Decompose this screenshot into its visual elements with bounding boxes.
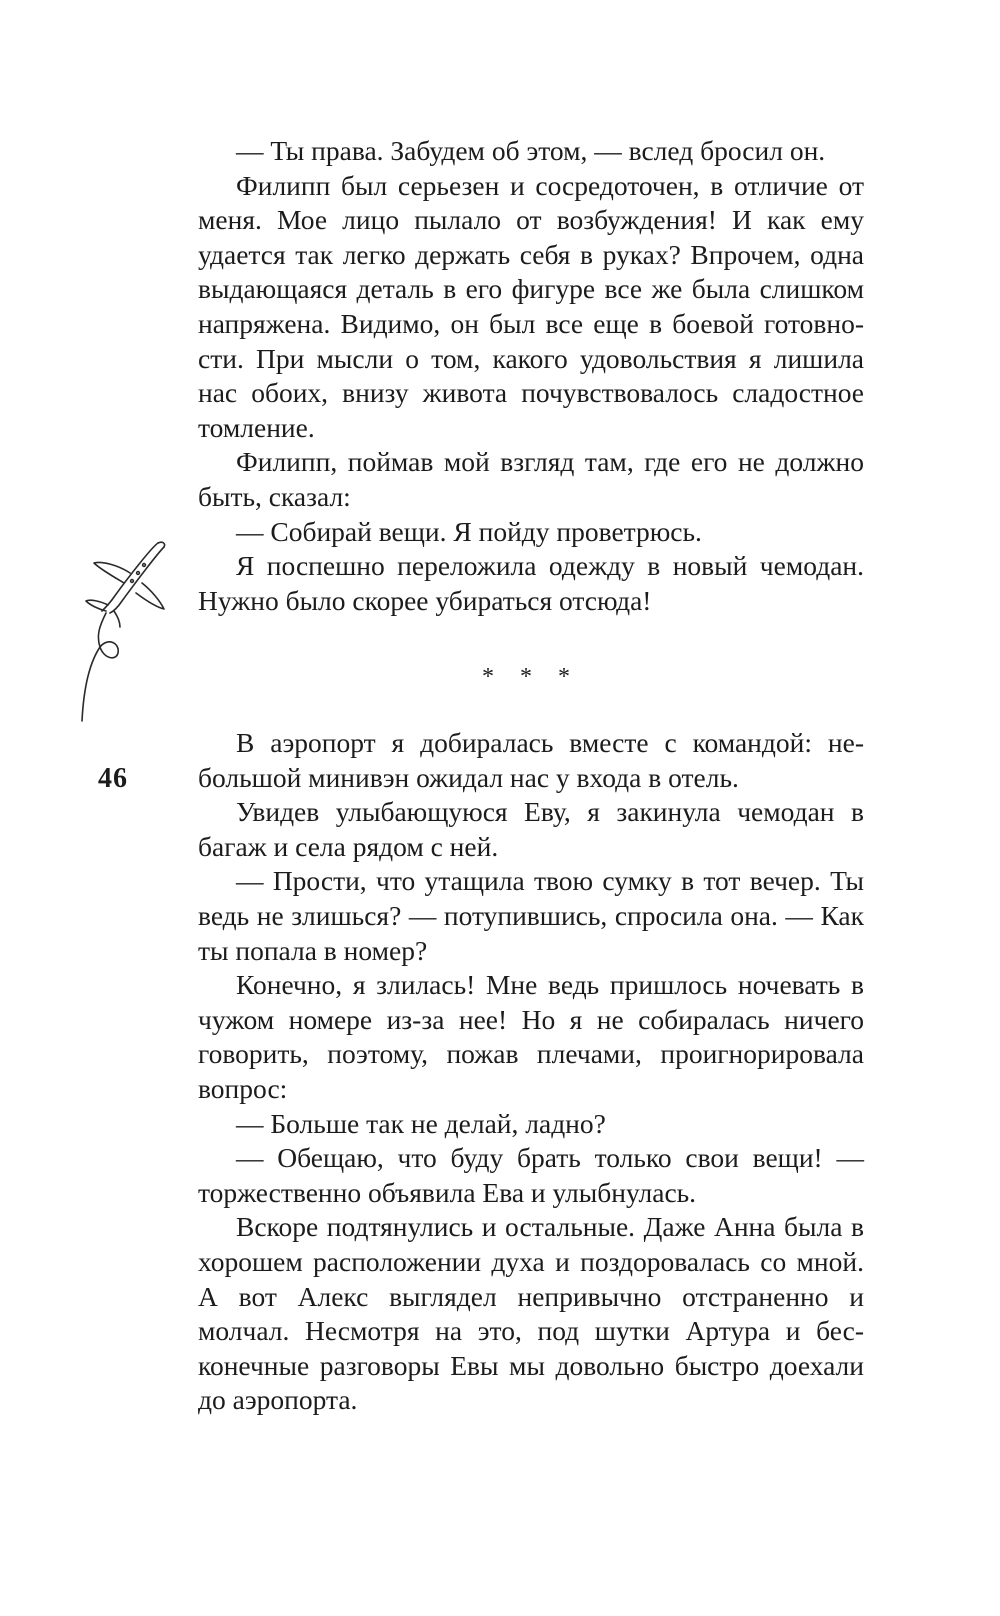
text-block-bottom (198, 726, 864, 1418)
paragraph: В аэропорт я добиралась вместе с командой: небольшой минивэн ожидал нас у входа в отель. (198, 727, 864, 793)
paragraph: — Собирай вещи. Я пойду проветрюсь. (236, 515, 702, 547)
paragraph: Увидев улыбающуюся Еву, я закинула чемодан в багаж и села рядом с ней. (198, 796, 864, 862)
paragraph: — Больше так не делай, ладно? (236, 1107, 606, 1139)
page-number: 46 (98, 763, 128, 794)
paragraph: Я поспешно переложила одежду в новый чемодан. Нужно было скорее убираться отсюда! (198, 550, 864, 616)
paragraph: — Прости, что утащила твою сумку в тот вечер. Ты ведь не злишься? — потупившись, спросила она. — Как ты попала в номер? (198, 865, 864, 966)
paragraph: Вскоре подтянулись и остальные. Даже Анна была в хорошем расположении духа и поздоровалась со мной. А вот Алекс выглядел непривычно отстраненно и молчал. Несмотря на это, под шутки Артура и бесконечные разговоры Евы мы довольно быстро доехали до аэропорта. (198, 1211, 864, 1416)
paragraph: Филипп, поймав мой взгляд там, где его не должно быть, сказал: (198, 446, 864, 512)
airplane-trail-icon (60, 535, 180, 735)
paragraph: — Обещаю, что буду брать только свои вещи! — торжественно объявила Ева и улыбнулась. (198, 1142, 864, 1208)
paragraph: — Ты права. Забудем об этом, — вслед бросил он. (236, 135, 826, 166)
paragraph: Филипп был серьезен и сосредоточен, в отличие от меня. Мое лицо пылало от возбуждения! И как ему удается так легко держать себя в руках? Впрочем, одна выдающаяся деталь в его фигуре все же была слишком напряжена. Видимо, он был все еще в боевой готовности. При мысли о том, какого удовольствия я лишила нас обоих, внизу живота почувствовалось сладостное томление. (198, 169, 864, 443)
text-block-top (198, 134, 864, 618)
paragraph: Конечно, я злилась! Мне ведь пришлось ночевать в чужом номере из-за нее! Но я не собиралась ничего говорить, поэтому, пожав плечами, проигнорировала вопрос: (198, 969, 864, 1104)
scene-break: * * * (482, 664, 580, 690)
